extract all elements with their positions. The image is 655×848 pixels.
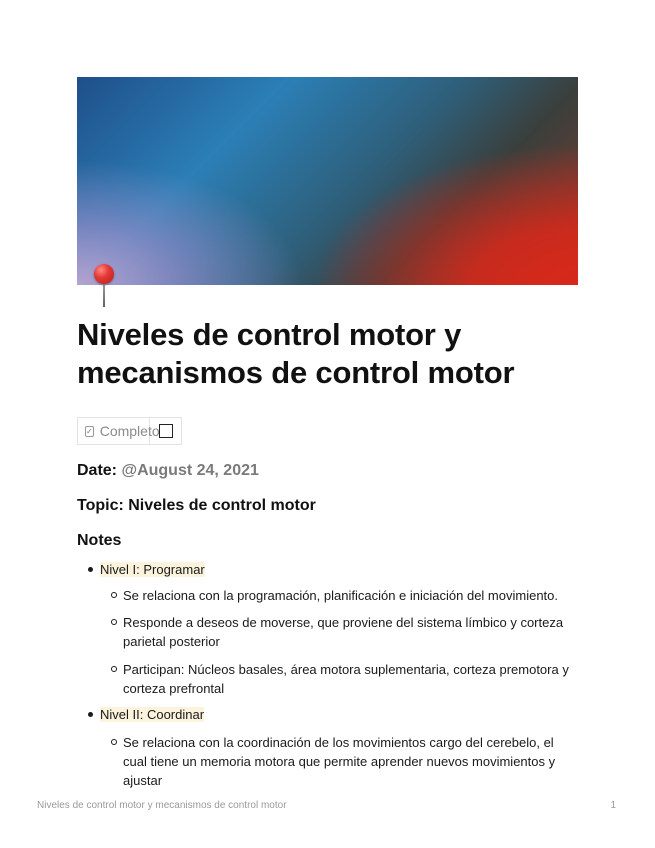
property-value[interactable]	[150, 418, 181, 444]
list-item: Se relaciona con la programación, planificación e iniciación del movimiento.	[123, 586, 578, 605]
property-name	[78, 418, 160, 444]
page-number: 1	[610, 800, 616, 811]
list-item	[100, 560, 205, 579]
list-item: Responde a deseos de moverse, que proviene del sistema límbico y corteza parietal posterior	[123, 613, 578, 651]
list-item: Se relaciona con la coordinación de los movimientos cargo del cerebelo, el cual tiene un memoria motora que permite aprender nuevos movimientos y ajustar	[123, 733, 578, 790]
highlighted-label: Nivel II: Coordinar	[100, 707, 205, 722]
cover-image	[77, 77, 578, 285]
page-title: Niveles de control motor y mecanismos de control motor	[77, 317, 515, 390]
list-item: Participan: Núcleos basales, área motora suplementaria, corteza premotora y corteza prefrontal	[123, 660, 578, 698]
list-item	[100, 705, 204, 724]
topic-line: Topic: Niveles de control motor	[77, 497, 316, 514]
date-label: Date:	[77, 462, 118, 479]
property-label: Completo	[99, 423, 160, 439]
date-mention[interactable]: @August 24, 2021	[121, 462, 259, 479]
completo-checkbox[interactable]	[159, 424, 173, 438]
highlighted-label: Nivel I: Programar	[100, 562, 205, 577]
page-footer	[37, 800, 616, 811]
checkbox-property-icon: ✓	[86, 426, 93, 436]
pushpin-icon	[92, 264, 116, 308]
property-row	[77, 417, 182, 445]
date-line	[77, 462, 259, 480]
notes-heading: Notes	[77, 532, 122, 549]
footer-title: Niveles de control motor y mecanismos de control motor	[37, 800, 287, 811]
